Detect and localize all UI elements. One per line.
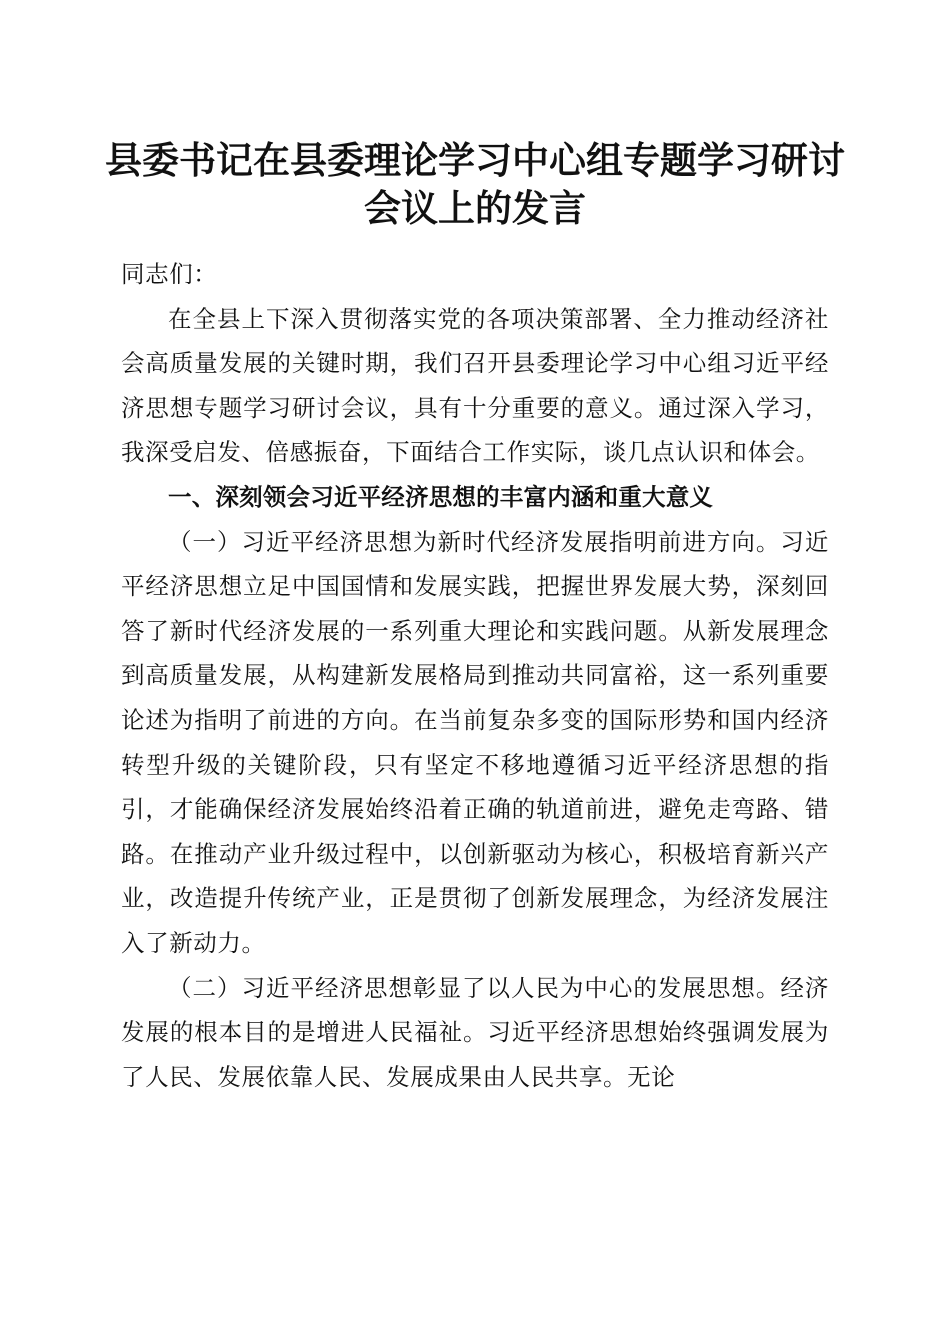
subsection-2-paragraph	[121, 966, 829, 1100]
document-title-line-2: 会议上的发言	[364, 186, 586, 230]
subsection-2-body: 经济发展的根本目的是增进人民福祉。习近平经济思想始终强调发展为了人民、发展依靠人民、发展成果由人民共享。无论	[121, 973, 830, 1091]
salutation: 同志们：	[121, 260, 218, 288]
section-1-heading: 一、深刻领会习近平经济思想的丰富内涵和重大意义	[168, 482, 714, 511]
document-body	[121, 252, 829, 1099]
subsection-1-body: 习近平经济思想立足中国国情和发展实践，把握世界发展大势，深刻回答了新时代经济发展的一系列重大理论和实践问题。从新发展理念到高质量发展，从构建新发展格局到推动共同富裕，这一系列重要论述为指明了前进的方向。在当前复杂多变的国际形势和国内经济转型升级的关键阶段，只有坚定不移地遵循习近平经济思想的指引，才能确保经济发展始终沿着正确的轨道前进，避免走弯路、错路。在推动产业升级过程中，以创新驱动为核心，积极培育新兴产业，改造提升传统产业，正是贯彻了创新发展理念，为经济发展注入了新动力。	[121, 527, 830, 957]
intro-paragraph: 在全县上下深入贯彻落实党的各项决策部署、全力推动经济社会高质量发展的关键时期，我们召开县委理论学习中心组习近平经济思想专题学习研讨会议，具有十分重要的意义。通过深入学习，我深受启发、倍感振奋，下面结合工作实际，谈几点认识和体会。	[121, 304, 829, 467]
subsection-1-paragraph	[121, 520, 829, 966]
document-title-line-1: 县委书记在县委理论学习中心组专题学习研讨	[105, 138, 845, 182]
subsection-1-lead: （一）习近平经济思想为新时代经济发展指明前进方向。	[168, 527, 781, 556]
subsection-2-lead: （二）习近平经济思想彰显了以人民为中心的发展思想。	[168, 973, 781, 1002]
